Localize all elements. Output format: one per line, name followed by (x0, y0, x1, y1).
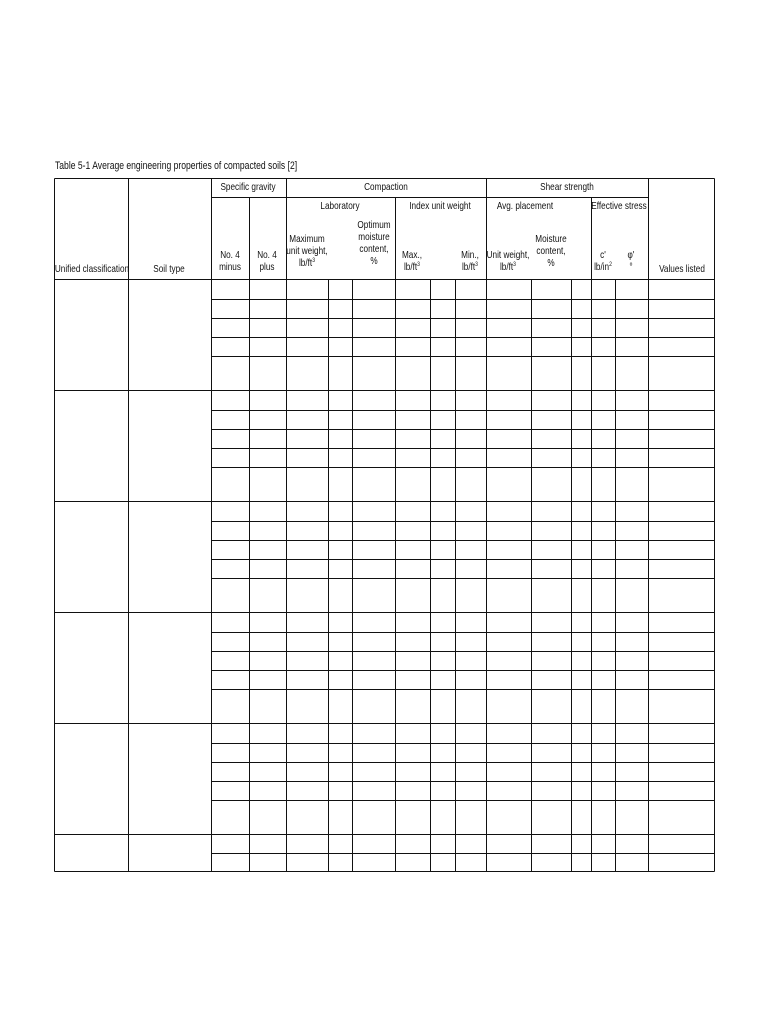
header-no4-minus: No. 4 minus (219, 249, 241, 273)
header-values-listed: Values listed (659, 263, 705, 275)
header-no4-plus: No. 4 plus (257, 249, 277, 273)
header-soil-type: Soil type (153, 263, 185, 275)
header-laboratory: Laboratory (320, 200, 360, 212)
header-unified-classification: Unified classification (54, 263, 130, 275)
engineering-properties-table (54, 178, 715, 872)
header-min: Min., $lb/ft^3$ (461, 249, 479, 273)
header-avg-placement: Avg. placement (496, 200, 554, 212)
header-index-unit-weight: Index unit weight (409, 200, 471, 212)
header-c-prime: c' $lb/in^2$ (594, 249, 612, 273)
header-effective-stress: Effective stress (591, 200, 647, 212)
header-unit-weight: Unit weight, $lb/ft^3$ (486, 249, 530, 273)
header-optimum-moisture: Optimum moisture content, % (357, 219, 391, 267)
header-moisture-content: Moisture content, % (535, 233, 567, 269)
header-specific-gravity: Specific gravity (220, 181, 276, 193)
header-phi-prime: φ' ° (627, 249, 635, 273)
header-shear-strength: Shear strength (540, 181, 594, 193)
header-max-unit-weight: Maximum unit weight, $lb/ft^3$ (286, 233, 328, 269)
header-compaction: Compaction (364, 181, 408, 193)
table-grid (54, 178, 715, 872)
table-caption: Table 5-1 Average engineering properties of compacted soils [2] (55, 160, 298, 172)
header-max: Max., $lb/ft^3$ (401, 249, 423, 273)
